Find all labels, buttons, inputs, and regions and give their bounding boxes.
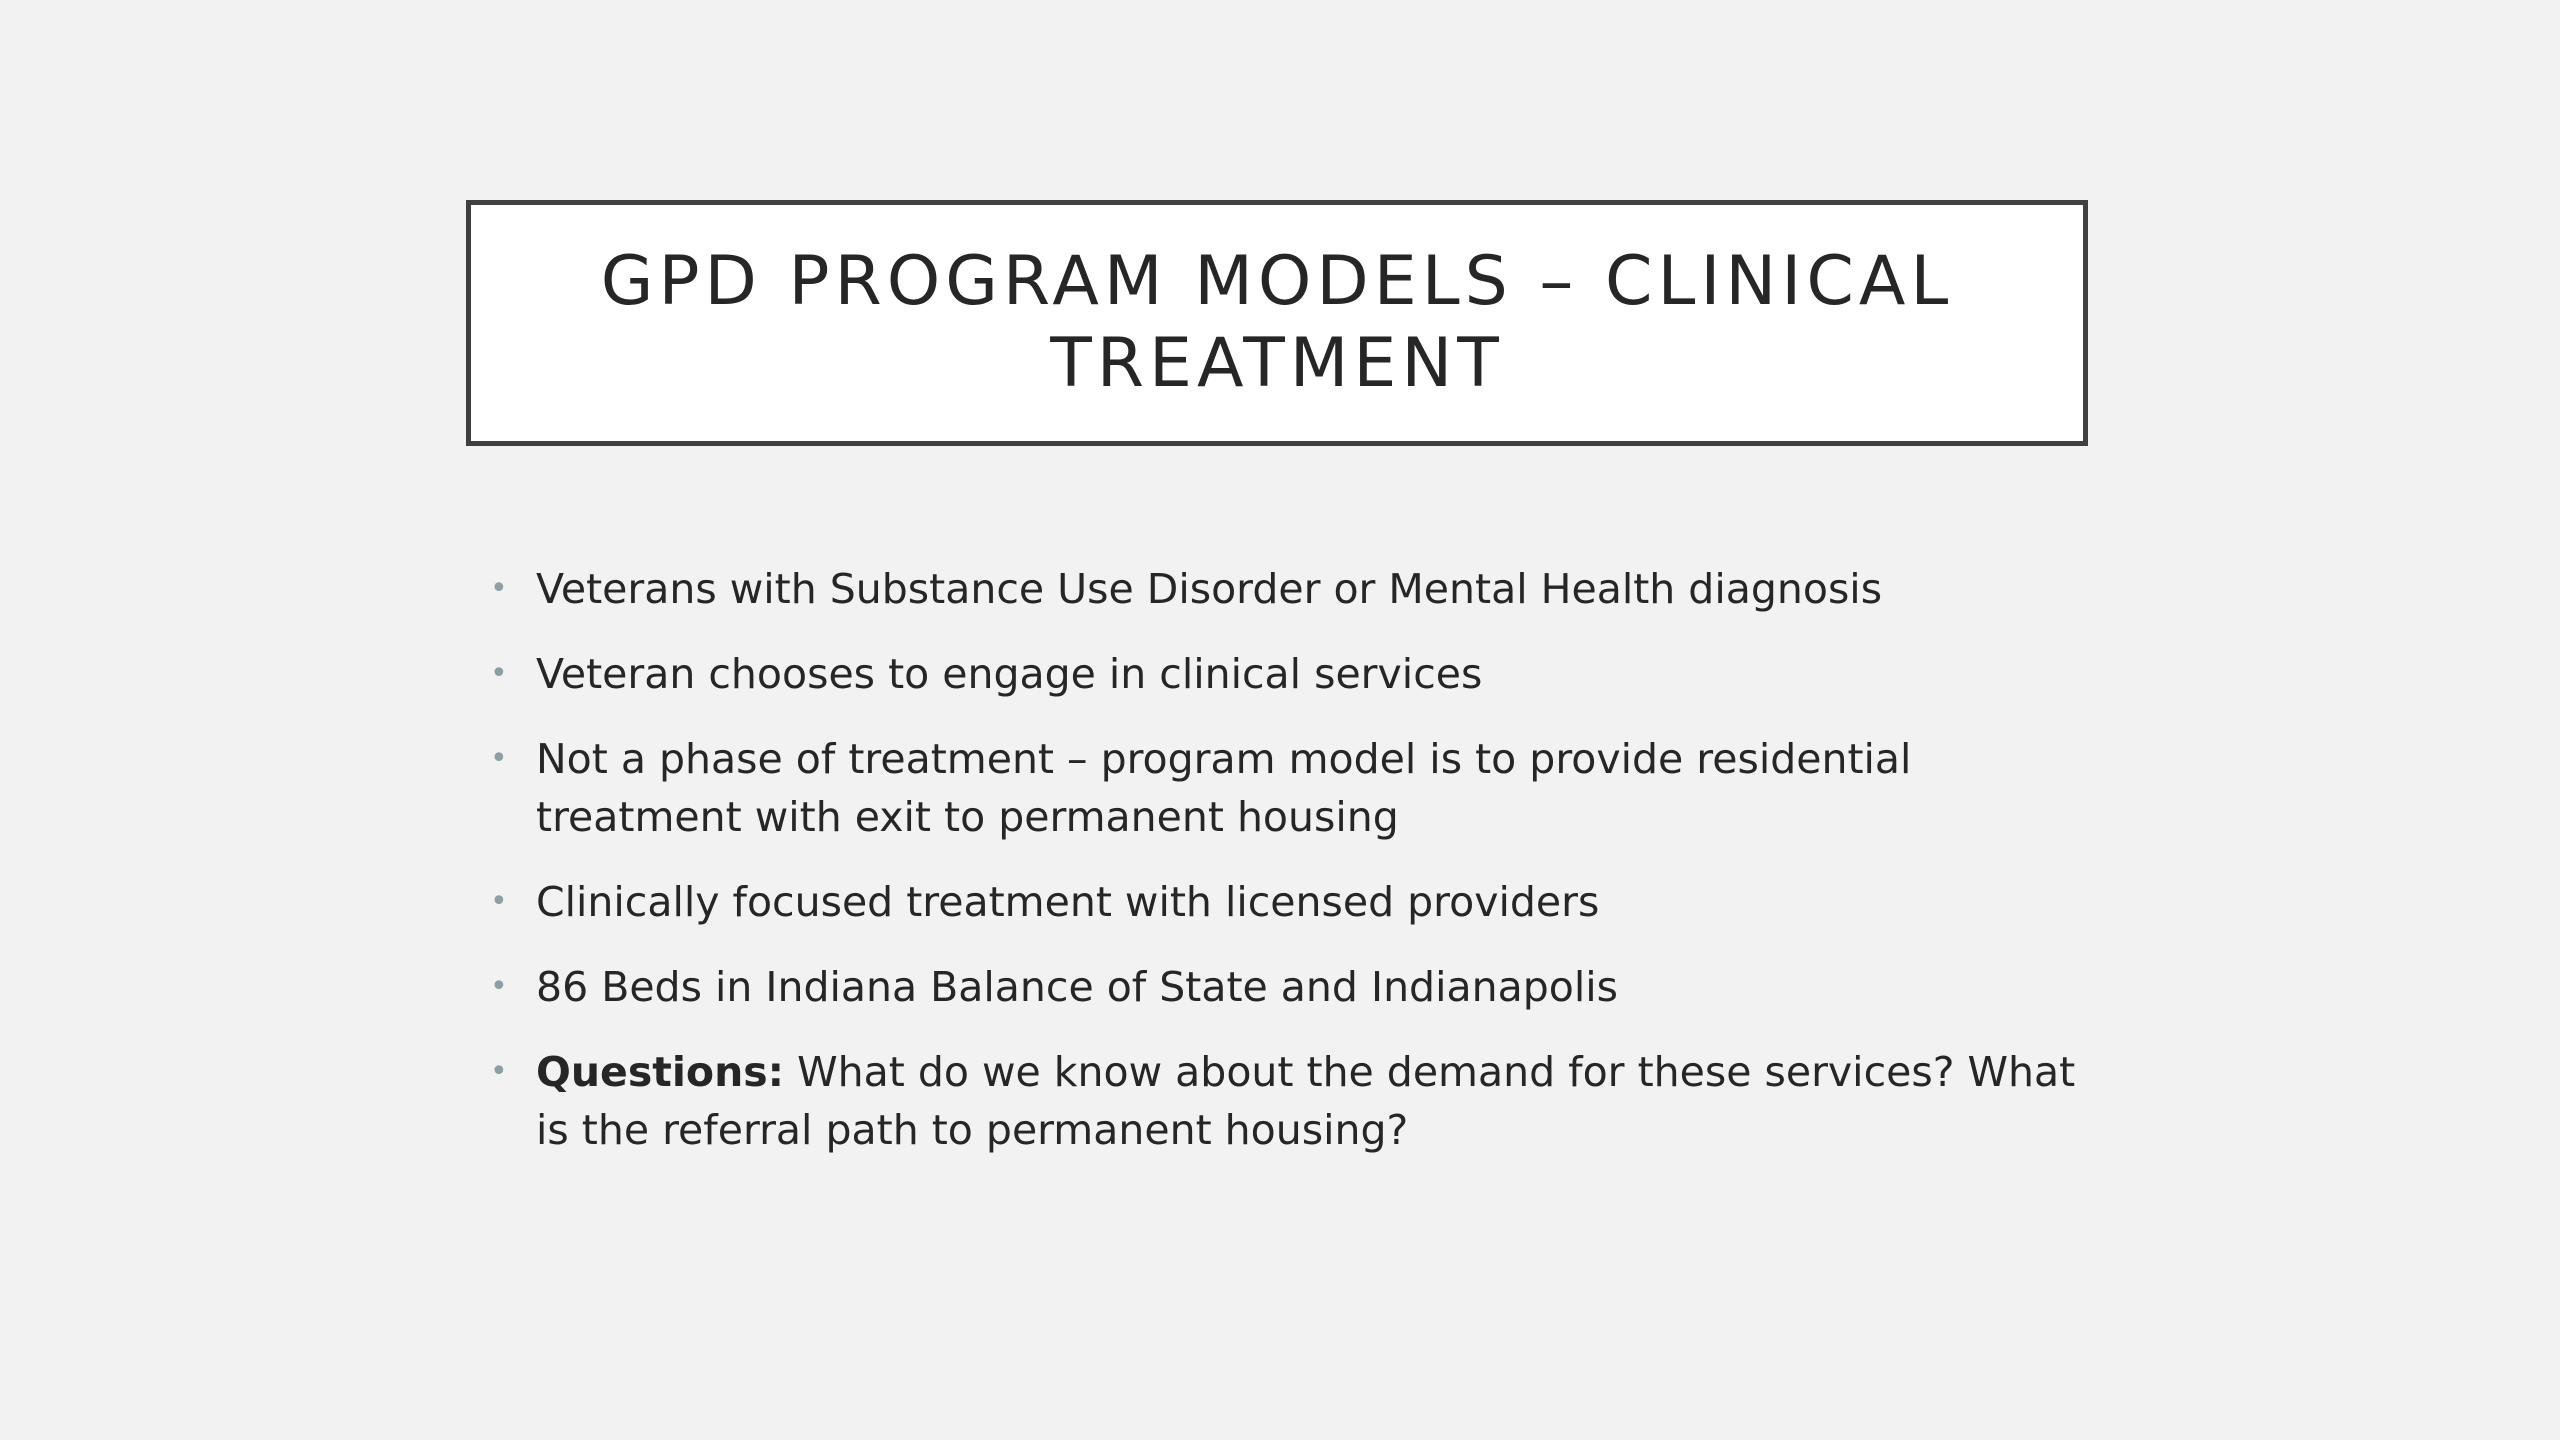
bullet-icon: • [490, 656, 508, 691]
bullet-item [490, 645, 2090, 703]
bullet-text: Veterans with Substance Use Disorder or Mental Health diagnosis [536, 565, 1883, 613]
bullet-item [490, 1043, 2090, 1159]
bullet-icon: • [490, 884, 508, 919]
bullet-text: 86 Beds in Indiana Balance of State and Indianapolis [536, 963, 1618, 1011]
bullet-icon: • [490, 969, 508, 1004]
bullet-item [490, 958, 2090, 1016]
bullet-list [490, 560, 2090, 1186]
bullet-item [490, 560, 2090, 618]
bullet-text: Not a phase of treatment – program model is to provide residential treatment with exit to permanent housing [536, 735, 1912, 841]
bullet-text: What do we know about the demand for these services? What is the referral path to permanent housing? [536, 1048, 2076, 1154]
bullet-icon: • [490, 1054, 508, 1089]
bullet-text: Veteran chooses to engage in clinical services [536, 650, 1483, 698]
title-box [466, 200, 2088, 446]
bullet-text: Clinically focused treatment with licensed providers [536, 878, 1600, 926]
questions-label: Questions: [536, 1048, 785, 1096]
bullet-icon: • [490, 741, 508, 776]
slide-title: GPD PROGRAM MODELS – CLINICAL TREATMENT [600, 242, 1954, 403]
bullet-icon: • [490, 571, 508, 606]
bullet-item [490, 730, 2090, 846]
bullet-item [490, 873, 2090, 931]
